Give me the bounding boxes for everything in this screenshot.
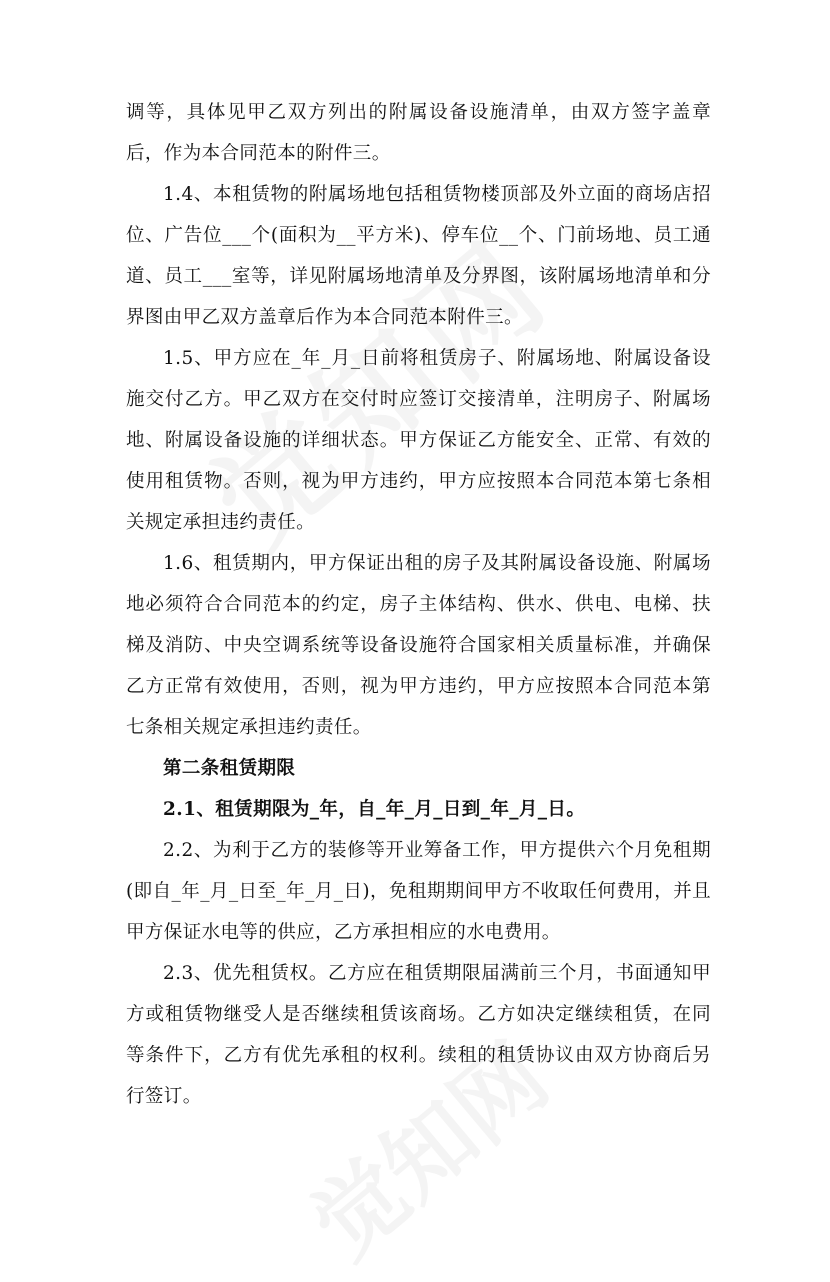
paragraph-2-3: 2.3、优先租赁权。乙方应在租赁期限届满前三个月，书面通知甲方或租赁物继受人是否继续租赁该商场。乙方如决定继续租赁，在同等条件下，乙方有优先承租的权利。续租的租赁协议由双方协商后另行签订。 <box>126 963 711 1107</box>
paragraph-2-1: 2.1、租赁期限为_年，自_年_月_日到_年_月_日。 <box>163 799 586 820</box>
paragraph-1-4: 1.4、本租赁物的附属场地包括租赁物楼顶部及外立面的商场店招位、广告位___个(面积为__平方米)、停车位__个、门前场地、员工通道、员工___室等，详见附属场地清单及分界图，该附属场地清单和分界图由甲乙双方盖章后作为本合同范本附件三。 <box>126 184 711 328</box>
paragraph-1-6: 1.6、租赁期内，甲方保证出租的房子及其附属设备设施、附属场地必须符合合同范本的约定，房子主体结构、供水、供电、电梯、扶梯及消防、中央空调系统等设备设施符合国家相关质量标准，并确保乙方正常有效使用，否则，视为甲方违约，甲方应按照本合同范本第七条相关规定承担违约责任。 <box>126 553 711 738</box>
document-body <box>126 92 711 1117</box>
paragraph-1-5: 1.5、甲方应在_年_月_日前将租赁房子、附属场地、附属设备设施交付乙方。甲乙双方在交付时应签订交接清单，注明房子、附属场地、附属设备设施的详细状态。甲方保证乙方能安全、正常、有效的使用租赁物。否则，视为甲方违约，甲方应按照本合同范本第七条相关规定承担违约责任。 <box>126 348 711 533</box>
section-heading-2: 第二条租赁期限 <box>163 758 296 779</box>
paragraph-2-2: 2.2、为利于乙方的装修等开业筹备工作，甲方提供六个月免租期(即自_年_月_日至_年_月_日)，免租期期间甲方不收取任何费用，并且甲方保证水电等的供应，乙方承担相应的水电费用。 <box>126 840 711 943</box>
paragraph-1-3-continuation: 调等，具体见甲乙双方列出的附属设备设施清单，由双方签字盖章后，作为本合同范本的附件三。 <box>126 102 711 164</box>
